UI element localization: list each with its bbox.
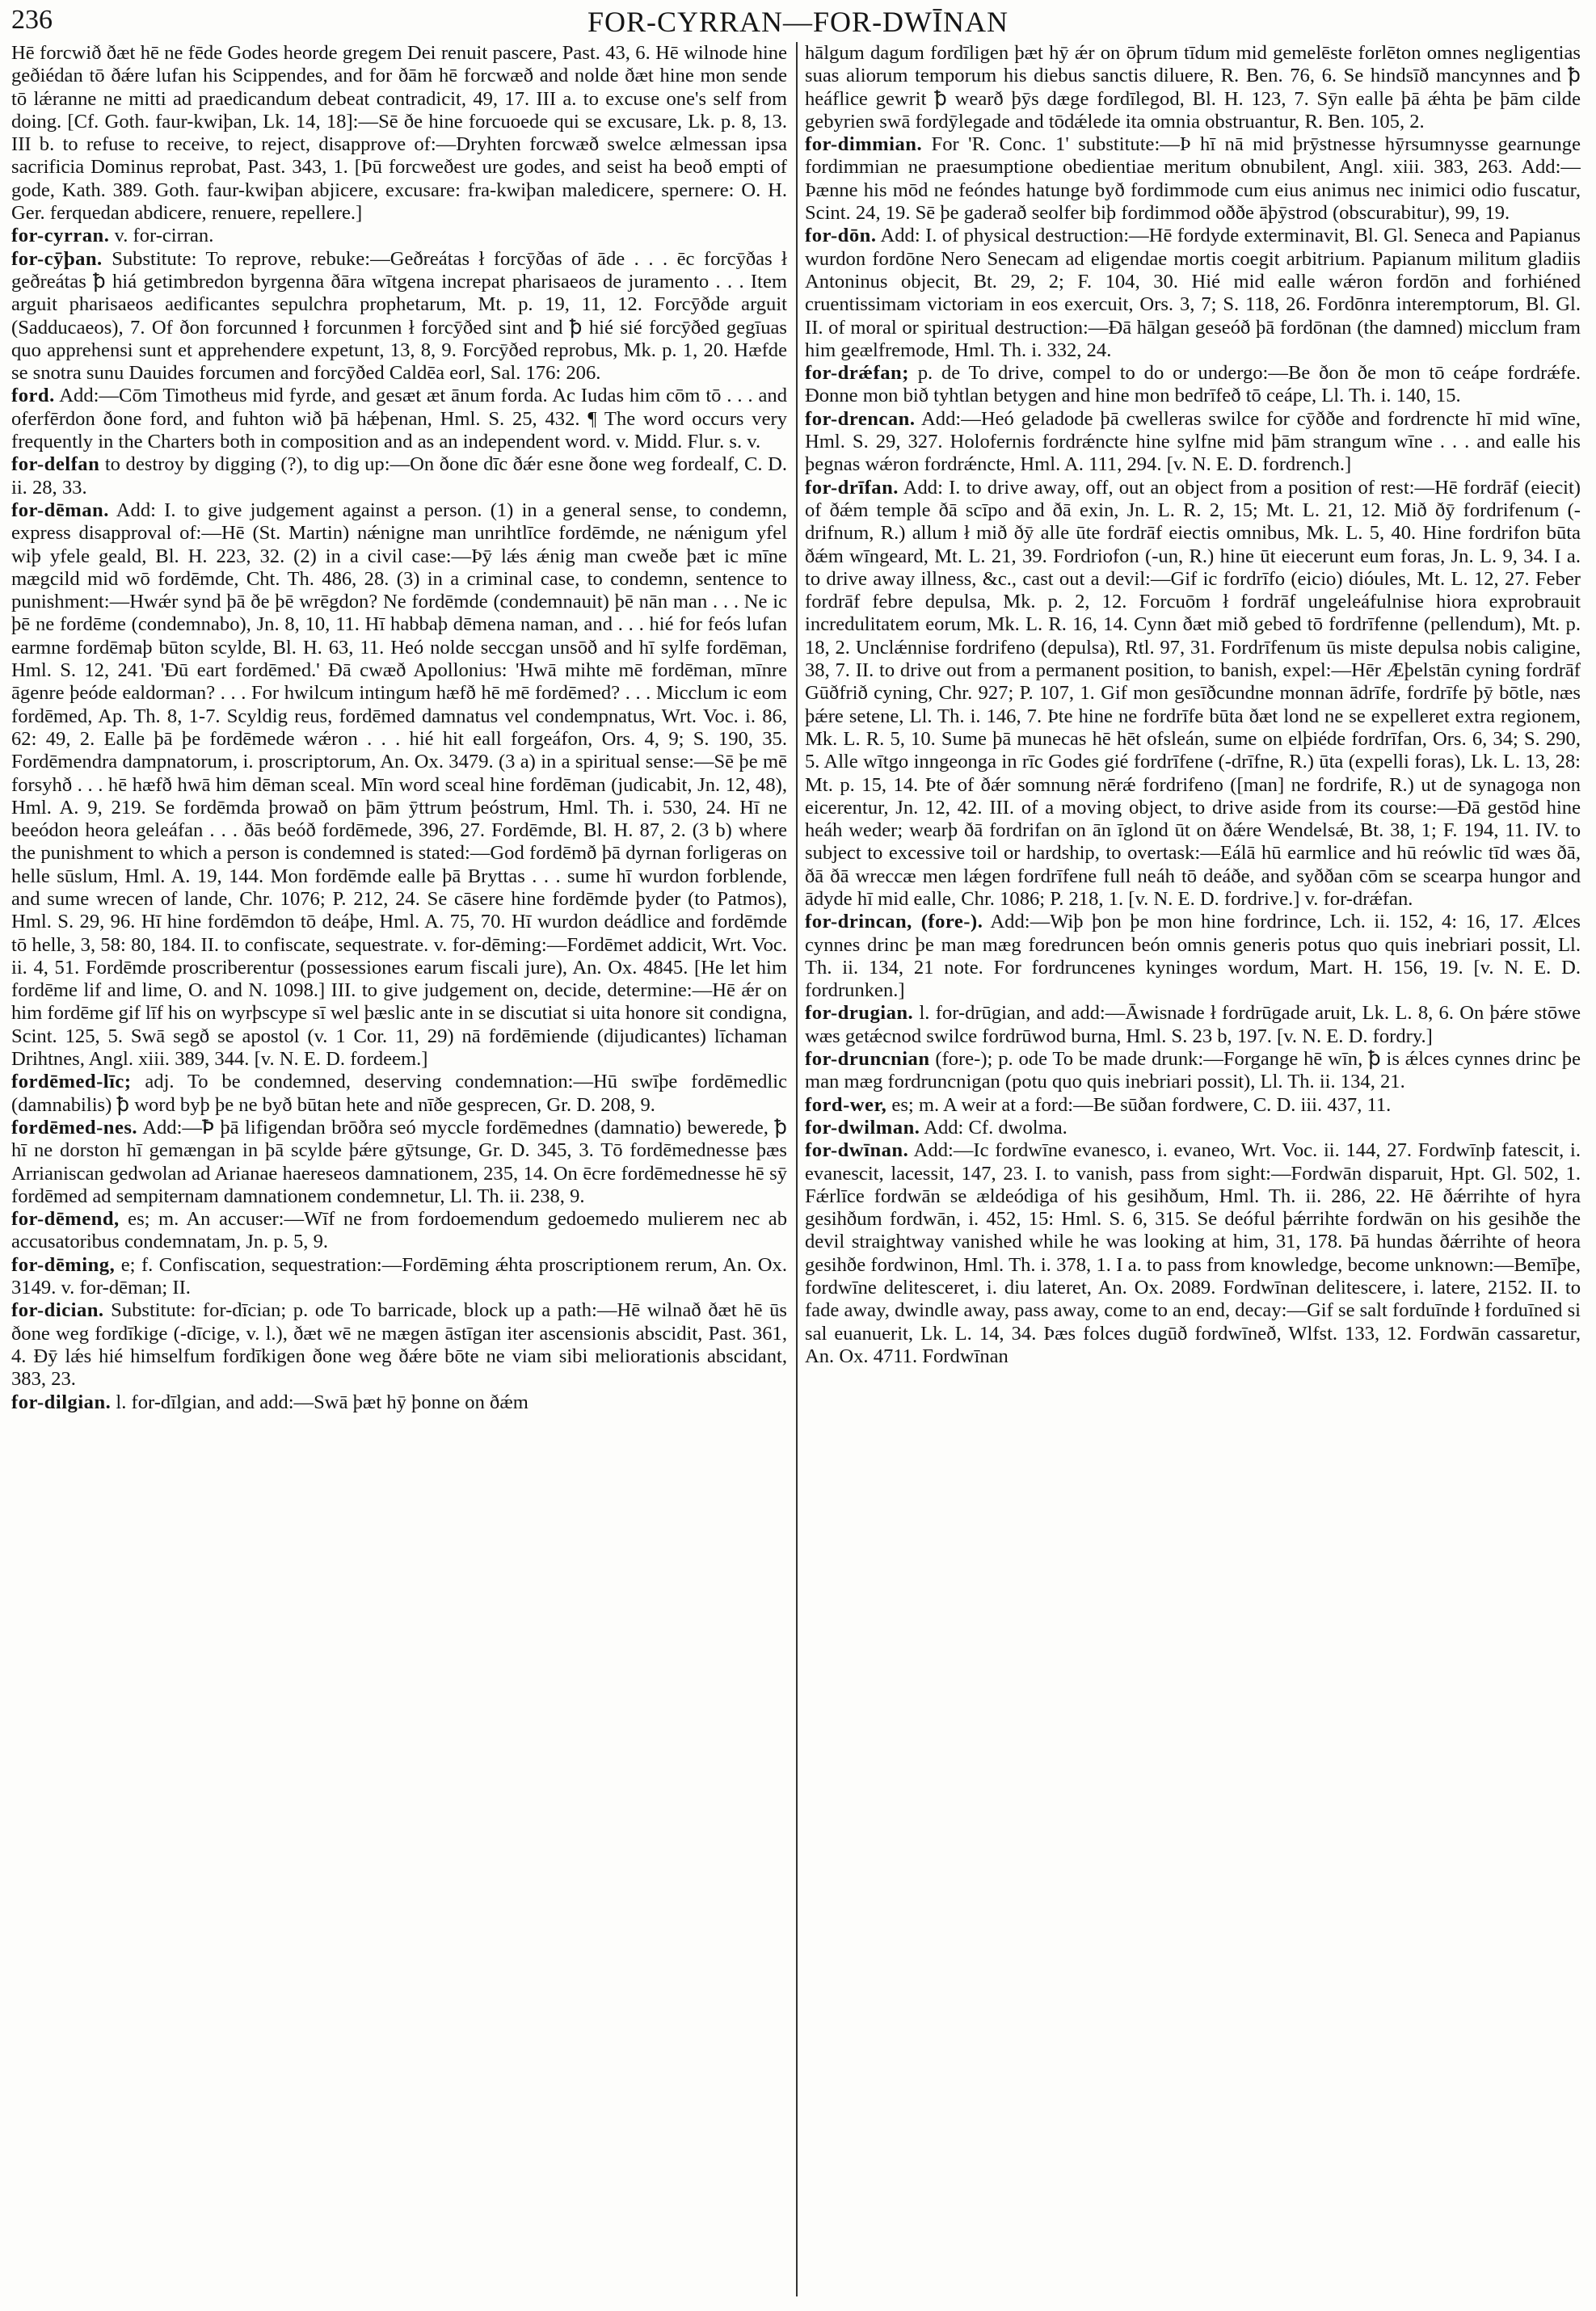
- dictionary-entry: [11, 1208, 787, 1254]
- entry-headword: for-drǽfan;: [805, 362, 909, 385]
- dictionary-entry: [11, 1299, 787, 1391]
- dictionary-entry: [805, 225, 1581, 362]
- entry-body: adj. To be condemned, deserving condemnation:—Hū swīþe fordēmedlic (damnabilis) ꝥ word byþ þe ne byð būtan hete and nīðe gesprecen, Gr. D. 208, 9.: [11, 1071, 787, 1116]
- dictionary-entry: [805, 1117, 1581, 1139]
- entry-body: l. for-dīlgian, and add:—Swā þæt hȳ þonne on ðǽm: [111, 1391, 528, 1413]
- entry-body: Add: I. to drive away, off, out an object from a position of rest:—Hē fordrāf (eiecit) of ðǽm temple ðā scīpo and ðā exin, Jn. L. R. 2, 15; Mt. L. 21, 12. Mið ðȳ fordrifenum (-drifnum, R.) allum ł mið ðȳ alle ūte fordrāf eiectis omnibus, Mk. L. 5, 40. Hine fordrifon būta ðǽm wīngeard, Mt. L. 21, 39. Fordriofon (-un, R.) hine ūt eiecerunt eum foras, Jn. L. 9, 34. I a. to drive away illness, &c., cast out a devil:—Gif ic fordrīfo (eicio) dióules, Mt. L. 12, 27. Feber fordrāf febre depulsa, Mk. p. 2, 12. Forcuōm ł fordrāf ungeleáfulnise hiora exprobrauit incredulitatem eorum, Mk. L. R. 16, 14. Cynn ðæt mið gebed tō fordrīfenne (pellendum), Mt. p. 18, 2. Unclǽnnise fordrifeno (depulsa), Rtl. 97, 31. Fordrīfenum ūs miste depulsa nobis caligine, 38, 7. II. to drive out from a permanent position, to banish, expel:—Hēr Æþelstān cyning fordrāf Gūðfrið cyning, Chr. 927; P. 107, 1. Gif mon gesīðcundne monnan ādrīfe, fordrīfe þȳ bōtle, næs þǽre setene, Ll. Th. i. 146, 7. Þte hine ne fordrīfe būta ðæt lond ne se expelleret extra regionem, Mk. L. R. 5, 10. Sume þā munecas hē hēt ofsleán, sume on elþiéde fordrīfan, Ors. 6, 34; S. 290, 5. Alle wītgo inngeonga in rīc Godes gié fordrīfene (-drīfne, R.) ūta (expelli foras), Lk. L. 13, 28: Mt. p. 15, 14. Þte of ðǽr somnung nērǽ fordrifeno ([man] ne fordrife, R.) ut de synagoga non eicerentur, Jn. 12, 42. III. of a moving object, to drive aside from its course:—Ðā gestōd hine heáh weder; wearþ ðā fordrifan on ān īglond ūt on ðǽre Wendelsǽ, Bt. 38, 1; F. 194, 11. IV. to subject to excessive toil or hardship, to overtask:—Eálā hū earmlice and hū reówlic tīd wæs ðā, ðā ðā wreccæ men lǽgen fordrīfene full neáh tō deáðe, and syððan cōm se scearpa hungor and ādyde hī mid ealle, Chr. 1086; P. 218, 1. [v. N. E. D. fordrive.] v. for-drǽfan.: [805, 476, 1581, 910]
- entry-headword: for-dician.: [11, 1299, 104, 1322]
- entry-headword: for-delfan: [11, 453, 100, 476]
- dictionary-entry: [11, 248, 787, 385]
- entry-headword: for-drugian.: [805, 1002, 914, 1025]
- entry-headword: for-dimmian.: [805, 133, 923, 156]
- dictionary-entry: [11, 1254, 787, 1300]
- right-column: [805, 42, 1581, 2305]
- dictionary-entry: [11, 1071, 787, 1117]
- entry-body: hālgum dagum fordīligen þæt hȳ ǽr on ōþrum tīdum mid gemelēste forlēton omnes negligentias suas aliorum temporum his diebus sanctis diluere, R. Ben. 76, 6. Se hindsīð mancynnes and ꝥ heáflice gewrit ꝥ wearð þȳs dæge fordīlegod, Bl. H. 123, 7. Sȳn ealle þā ǽhta þe þām cilde gebyrien swā fordȳlegade and tōdǽlede ita omnia obstruantur, R. Ben. 105, 2.: [805, 42, 1581, 133]
- entry-body: Add: I. of physical destruction:—Hē fordyde exterminavit, Bl. Gl. Seneca and Papianus wurdon fordōne Nero Senecam ad eligendae mortis coegit arbitrium. Papianum militum gladiis Antoninus objecit, Bt. 29, 2; F. 104, 30. Hié mid ealle wǽron fordōn and forhiéned cruentissimam victoriam in eos exercuit, Ors. 3, 7; S. 118, 26. Fordōnra interemptorum, Bl. Gl. II. of moral or spiritual destruction:—Ðā hālgan geseóð þā fordōnan (the damned) micclum fram him geælfremode, Hml. Th. i. 332, 24.: [805, 225, 1581, 361]
- entry-headword: for-cyrran.: [11, 225, 110, 247]
- entry-headword: for-druncnian: [805, 1048, 930, 1071]
- entry-headword: for-dwilman.: [805, 1116, 920, 1139]
- entry-headword: ford-wer,: [805, 1093, 887, 1116]
- dictionary-entry: [11, 453, 787, 499]
- entry-body: es; m. An accuser:—Wīf ne from fordoemendum gedoemedo mulierem nec ab accusatoribus condemnatam, Jn. p. 5, 9.: [11, 1208, 787, 1253]
- dictionary-entry: [805, 133, 1581, 225]
- dictionary-entry: [805, 1002, 1581, 1048]
- entry-headword: ford.: [11, 385, 55, 407]
- dictionary-entry: [805, 1094, 1581, 1117]
- entry-headword: for-dēming,: [11, 1253, 116, 1276]
- dictionary-entry: [805, 42, 1581, 133]
- entry-body: Add: Cf. dwolma.: [920, 1116, 1068, 1139]
- entry-body: Add:—Ꝥ þā lifigendan brōðra seó myccle fordēmednes (damnatio) bewerede, ꝥ hī ne dorston hī gemængan in þā scylde þǽre gȳtsunge, Gr. D. 345, 3. Tō fordēmednesse þæs Arrianiscan gedwolan ad Arianae haereseos damnationem, 235, 14. On ēcre fordēmednesse hē sȳ fordēmed ad sempiternam damnationem condemnetur, Ll. Th. ii. 238, 9.: [11, 1116, 787, 1207]
- entry-body: Substitute: To reprove, rebuke:—Geðreátas ł forcȳðas of āde . . . ēc forcȳðas ł geðreátas ꝥ hiá getimbredon byrgenna ðāra wītgena increpat pharisaeos de juramento . . . Item arguit pharisaeos aedificantes sepulchra prophetarum, Mt. p. 19, 11, 12. Forcȳðde arguit (Sadducaeos), 7. Of ðon forcunned ł forcunmen ł forcȳðed sint and ꝥ hié sié forcȳðed gegīuas quo apprehensi sunt et apprehendere expetunt, 13, 8, 9. Forcȳðed reprobus, Mk. p. 1, 20. Hæfde se snotra sunu Dauides forcumen and forcȳðed Caldēa eorl, Sal. 176: 206.: [11, 247, 787, 385]
- entry-body: For 'R. Conc. 1' substitute:—Þ hī nā mid þrȳstnesse hȳrsumnysse gearnunge fordimmian ne praesumptione obedientiae meritum obnubilent, Angl. xiii. 383, 263. Add:—Þænne his mōd ne feóndes hatunge byð fordimmode cum eius animus nec inimici odio fuscatur, Scint. 24, 19. Sē þe gaderað seolfer biþ fordimmod oððe āþȳstrod (obscurabitur), 99, 19.: [805, 133, 1581, 225]
- dictionary-entry: [805, 1048, 1581, 1094]
- entry-body: Add:—Heó geladode þā cwelleras swilce for cȳððe and fordrencte hī mid wīne, Hml. S. 29, 327. Holofernis fordrǽncte hine sylfne mid þām strangum wīne . . . and ealle his þegnas wǽron fordrǽncte, Hml. A. 111, 294. [v. N. E. D. fordrench.]: [805, 407, 1581, 476]
- entry-body: Add:—Ic fordwīne evanesco, i. evaneo, Wrt. Voc. ii. 144, 27. Fordwīnþ fatescit, i. evanescit, lacessit, 147, 23. I. to vanish, pass from sight:—Fordwān disparuit, Hpt. Gl. 502, 1. Fǽrlīce fordwān se ældeódiga of his gesihðum, Hml. Th. ii. 286, 22. Hē ðǽrrihte of hyra gesihðum fordwān, i. 452, 15: Hml. S. 6, 315. Se deóful þǽrrihte fordwān on his gesihðe the devil straightway vanished while he was looking at him, 31, 178. Þā hundas ðǽrrihte of heora gesihðe fordwinon, Hml. Th. i. 378, 1. I a. to pass from knowledge, become unknown:—Bemīþe, fordwīne delitesceret, i. diu lateret, An. Ox. 2089. Fordwīnan delitescere, i. latere, 2152. II. to fade away, dwindle away, pass away, come to an end, decay:—Gif se salt forduīnde ł forduīned si sal euanuerit, Lk. L. 14, 34. Þæs folces dugūð fordwīneð, Wlfst. 133, 12. Fordwān cassaretur, An. Ox. 4711. Fordwīnan: [805, 1139, 1581, 1367]
- dictionary-entry: [805, 911, 1581, 1002]
- page-number: 236: [11, 5, 53, 35]
- running-title: FOR-CYRRAN—FOR-DWĪNAN: [587, 6, 1009, 38]
- dictionary-entry: [805, 477, 1581, 911]
- entry-headword: for-drīfan.: [805, 476, 899, 499]
- entry-headword: for-dēman.: [11, 499, 109, 521]
- entry-headword: fordēmed-līc;: [11, 1071, 132, 1093]
- entry-body: Add:—Cōm Timotheus mid fyrde, and gesæt æt ānum forda. Ac Iudas him cōm tō . . . and oferfērdon ðone ford, and fuhton wið þā hǽþenan, Hml. S. 25, 432. ¶ The word occurs very frequently in the Charters both in composition and as an independent word. v. Midd. Flur. s. v.: [11, 385, 787, 453]
- entry-body: Substitute: for-dīcian; p. ode To barricade, block up a path:—Hē wilnað ðæt hē ūs ðone weg fordīkige (-dīcige, v. l.), ðæt wē ne mægen āstīgan iter ascensionis abscidit, Past. 361, 4. Ðȳ lǽs hié himselfum fordīkigen ðone weg ðǽre bōte ne viam sibi meliorationis abscidant, 383, 23.: [11, 1299, 787, 1391]
- dictionary-entry: [11, 1117, 787, 1208]
- dictionary-entry: [805, 1139, 1581, 1368]
- entry-body: Hē forcwið ðæt hē ne fēde Godes heorde gregem Dei renuit pascere, Past. 43, 6. Hē wilnode hine geðiédan tō ðǽre lufan his Scippendes, and for ðām hē forcwæð and nolde ðæt hine mon sende tō lǽranne ne mitti ad praedicandum debeat contradicit, 49, 17. III a. to excuse one's self from doing. [Cf. Goth. faur-kwiþan, Lk. 14, 18]:—Sē ðe hine forcuoede qui se excusare, Lk. p. 8, 13. III b. to refuse to receive, to reject, disapprove of:—Dryhten forcwæð swelce ælmessan ipsa sacrificia Dominus reprobat, Past. 343, 1. [Þū forcweðest ure godes, and seist ha beoð empti of gode, Kath. 389. Goth. faur-kwiþan abjicere, excusare: fra-kwiþan maledicere, spernere: O. H. Ger. ferquedan abdicere, renuere, repellere.]: [11, 42, 787, 225]
- entry-headword: for-cȳþan.: [11, 247, 103, 270]
- dictionary-entry: [11, 499, 787, 1071]
- entry-headword: fordēmed-nes.: [11, 1116, 138, 1139]
- entry-body: Add: I. to give judgement against a person. (1) in a general sense, to condemn, express disapproval of:—Hē (St. Martin) nǽnigne man unrihtlīce fordēmde, ne nǽnigum yfel wiþ yfele geald, Bl. H. 223, 32. (2) in a civil case:—Þȳ lǽs ǽnig man cweðe þæt ic mīne mægcild mid wō fordēmde, Cht. Th. 486, 28. (3) in a criminal case, to condemn, sentence to punishment:—Hwǽr synd þā ðe þē wrēgdon? Ne fordēmde (condemnauit) þē nān man . . . Ne ic þē ne fordēme (condemnabo), Jn. 8, 10, 11. Hī habbaþ dēmena naman, and . . . hié for feós lufan earmne fordēmaþ būton scylde, Bl. H. 63, 11. Heó nolde seccgan unsōð and hī sylfe fordēman, Hml. S. 12, 241. 'Ðū eart fordēmed.' Ðā cwæð Apollonius: 'Hwā mihte mē fordēman, mīnre āgenre þeóde ealdorman? . . . For hwilcum intingum hæfð hē mē fordēmed? . . . Micclum ic eom fordēmed, Ap. Th. 8, 1-7. Scyldig reus, fordēmed damnatus vel condempnatus, Wrt. Voc. i. 86, 62: 49, 2. Ealle þā þe fordēmede wǽron . . . hié hit eall forgeáfon, Ors. 4, 9; S. 190, 35. Fordēmendra dampnatorum, i. proscriptorum, An. Ox. 3479. (3 a) in a spiritual sense:—Sē þe mē forsyhð . . . hē hæfð hwā him dēman sceal. Mīn word sceal hine fordēman (judicabit, Jn. 12, 48), Hml. A. 9, 219. Se fordēmda þrowað on þām ȳttrum þeóstrum, Hml. Th. i. 530, 24. Hī ne beeódon heora geleáfan . . . ðās beóð fordēmede, 396, 27. Fordēmde, Bl. H. 87, 2. (3 b) where the punishment to which a person is condemned is stated:—God fordēmð þā dyrnan forligeras on helle sūslum, Hml. A. 19, 144. Mon fordēmde ealle þā Bryttas . . . sume hī wurdon forblende, and sume wrecen of lande, Chr. 1076; P. 212, 24. Se cāsere hine fordēmde þyder (to Patmos), Hml. S. 29, 96. Hī hine fordēmdon tō deáþe, Hml. A. 75, 70. Hī wurdon deádlice and fordēmde tō helle, 3, 58: 80, 184. II. to confiscate, sequestrate. v. for-dēming:—Fordēmet addicit, Wrt. Voc. ii. 4, 51. Fordēmde proscriberentur (possessiones earum fiscali jure), An. Ox. 4845. [He let him fordēme lif and lime, O. and N. 1098.] III. to give judgement on, decide, determine:—Hē ǽr on him fordēme gif līf his on wyrþscype sī wel þæslic ante in se discutiat si uita honore sit condigna, Scint. 125, 5. Swā segð se apostol (v. 1 Cor. 11, 29) nā fordēmiende (dijudicantes) līchaman Drihtnes, Angl. xiii. 389, 344. [v. N. E. D. fordeem.]: [11, 499, 787, 1071]
- entry-headword: for-drencan.: [805, 407, 916, 430]
- dictionary-entry: [11, 42, 787, 225]
- left-column: [11, 42, 787, 2305]
- entry-headword: for-dēmend,: [11, 1208, 120, 1231]
- column-divider: [796, 42, 798, 2296]
- dictionary-entry: [11, 225, 787, 247]
- entry-body: Add:—Wiþ þon þe mon hine fordrince, Lch. ii. 152, 4: 16, 17. Ælces cynnes drinc þe man mæg foredruncen beón omnis generis potus quo quis inebriari possit, Ll. Th. ii. 134, 21 note. For fordruncenes kyninges wordum, Mart. H. 156, 19. [v. N. E. D. fordrunken.]: [805, 911, 1581, 1002]
- entry-body: e; f. Confiscation, sequestration:—Fordēming ǽhta proscriptionem rerum, An. Ox. 3149. v. for-dēman; II.: [11, 1253, 787, 1299]
- dictionary-entry: [11, 385, 787, 453]
- page-header: [0, 3, 1596, 39]
- entry-headword: for-drincan, (fore-).: [805, 911, 983, 933]
- entry-body: p. de To drive, compel to do or undergo:—Be ðon ðe mon tō ceápe fordrǽfe. Ðonne mon bið tyhtlan betygen and hine mon bedrīfeð tō ceápe, Ll. Th. i. 140, 15.: [805, 362, 1581, 407]
- entry-headword: for-dōn.: [805, 225, 877, 247]
- dictionary-entry: [805, 362, 1581, 408]
- entry-body: to destroy by digging (?), to dig up:—On ðone dīc ðǽr esne ðone weg fordealf, C. D. ii. 28, 33.: [11, 453, 787, 499]
- entry-body: v. for-cirran.: [109, 225, 214, 247]
- entry-headword: for-dwīnan.: [805, 1139, 909, 1162]
- entry-body: l. for-drūgian, and add:—Āwisnade ł fordrūgade aruit, Lk. L. 8, 6. On þǽre stōwe wæs getǽcnod swilce fordrūwod burna, Hml. S. 23 b, 197. [v. N. E. D. fordry.]: [805, 1002, 1581, 1047]
- dictionary-entry: [805, 408, 1581, 477]
- dictionary-entry: [11, 1391, 787, 1414]
- entry-headword: for-dilgian.: [11, 1391, 112, 1413]
- entry-body: (fore-); p. ode To be made drunk:—Forgange hē wīn, ꝥ is ǽlces cynnes drinc þe man mæg fordruncnigan (potu quo quis inebriari possit), Ll. Th. ii. 134, 21.: [805, 1048, 1581, 1093]
- entry-body: es; m. A weir at a ford:—Be sūðan fordwere, C. D. iii. 437, 11.: [886, 1093, 1392, 1116]
